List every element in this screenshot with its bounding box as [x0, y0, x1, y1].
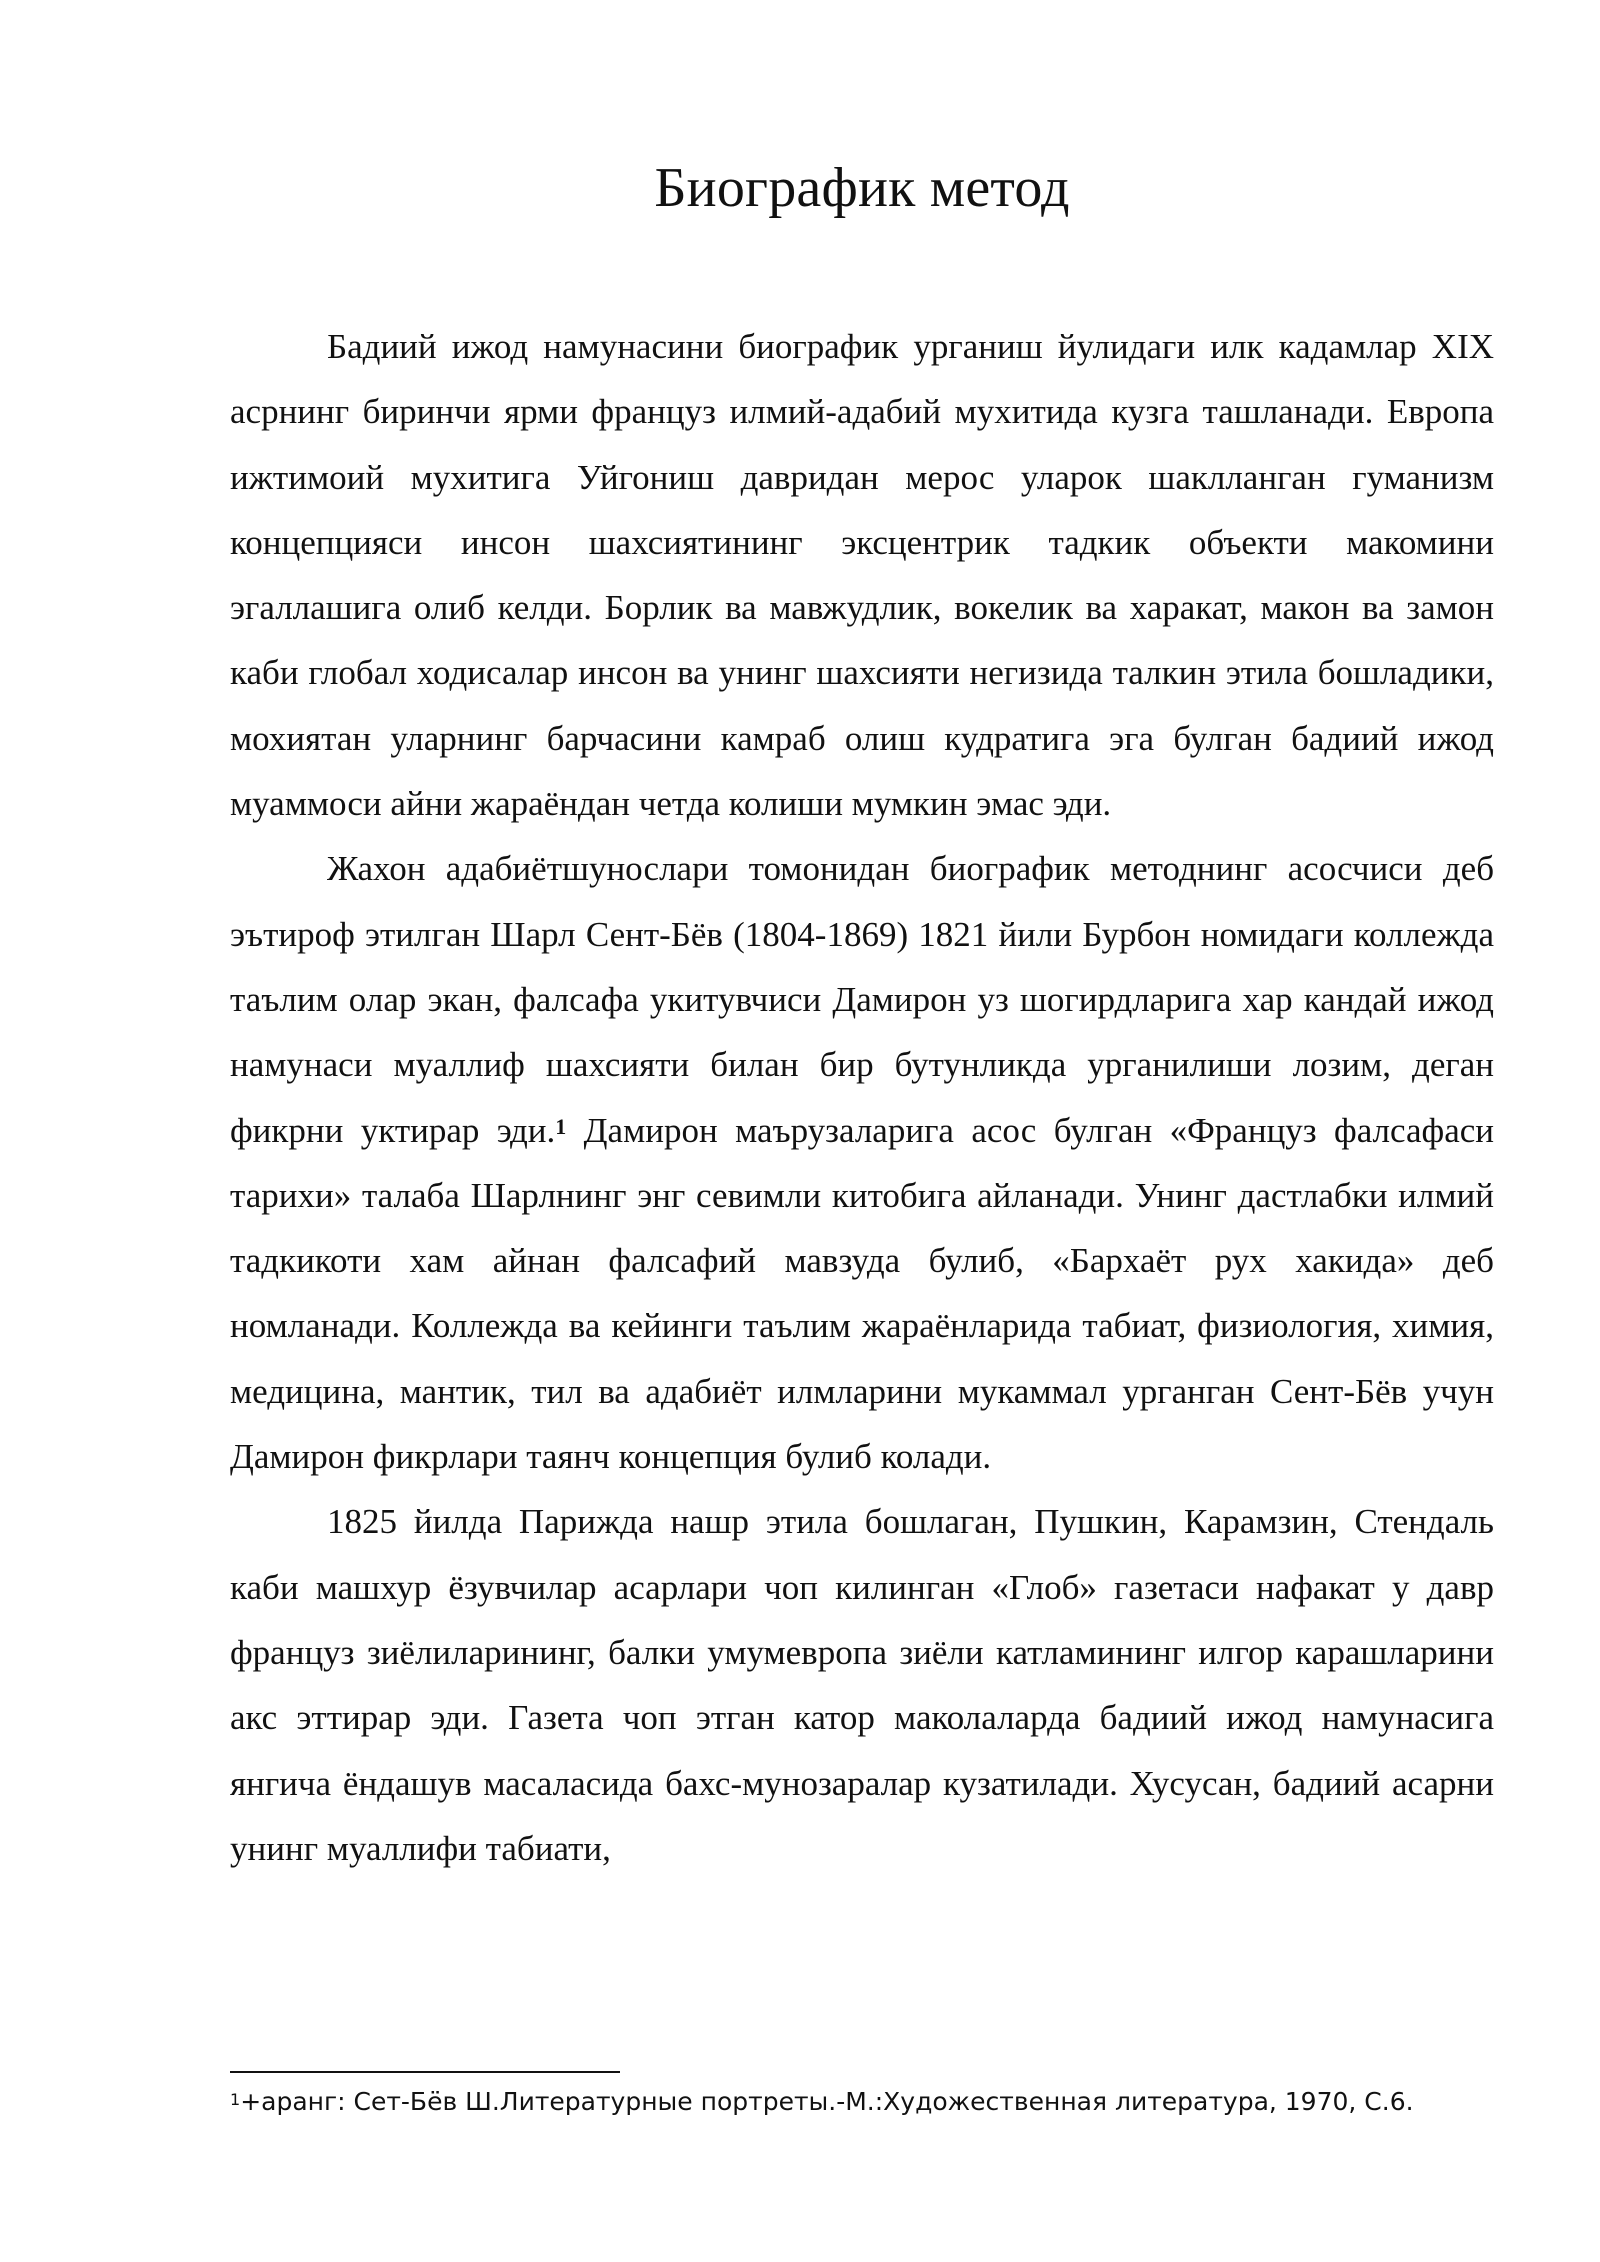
footnote-reference[interactable]: 1 — [555, 1113, 567, 1139]
paragraph-2-text-end: Дамирон маърузаларига асос булган «Француз фалсафаси тарихи» талаба Шарлнинг энг севимли китобига айланади. Унинг дастлабки илмий тадкикоти хам айнан фалсафий мавзуда булиб, «Бархаёт рух хакида» деб номланади. Коллежда ва кейинги таълим жараёнларида табиат, физиология, химия, медицина, мантик, тил ва адабиёт илмларини мукаммал урганган Сент-Бёв учун Дамирон фикрлари таянч концепция булиб колади. — [230, 1110, 1494, 1477]
page-title: Биографик метод — [654, 157, 1070, 219]
footnote-mark: 1 — [230, 2090, 241, 2109]
document-body — [230, 314, 1494, 1881]
paragraph-2 — [230, 836, 1494, 1489]
footnote — [230, 2084, 1494, 2120]
footnote-text: +аранг: Сет-Бёв Ш.Литературные портреты.-М.:Художественная литература, 1970, С.6. — [240, 2087, 1414, 2116]
paragraph-3: 1825 йилда Парижда нашр этила бошлаган, Пушкин, Карамзин, Стендаль каби машхур ёзувчилар асарлари чоп килинган «Глоб» газетаси нафакат у давр француз зиёлиларининг, балки умумевропа зиёли катламининг илгор карашларини акс эттирар эди. Газета чоп этган катор маколаларда бадиий ижод намунасига янгича ёндашув масаласида бахс-мунозаралар кузатилади. Хусусан, бадиий асарни унинг муаллифи табиати, — [230, 1502, 1494, 1868]
paragraph-1: Бадиий ижод намунасини биографик урганиш йулидаги илк кадамлар XIX асрнинг биринчи ярми француз илмий-адабий мухитида кузга ташланади. Европа ижтимоий мухитига Уйгониш давридан мерос уларок шаклланган гуманизм концепцияси инсон шахсиятининг эксцентрик тадкик объекти макомини эгаллашига олиб келди. Борлик ва мавжудлик, вокелик ва харакат, макон ва замон каби глобал ходисалар инсон ва унинг шахсияти негизида талкин этила бошладики, мохиятан уларнинг барчасини камраб олиш кудратига эга булган бадиий ижод муаммоси айни жараёндан четда колиши мумкин эмас эди. — [230, 327, 1494, 824]
footnote-separator — [230, 2071, 620, 2073]
paragraph-2-text-start: Жахон адабиётшунослари томонидан биографик методнинг асосчиси деб эътироф этилган Шарл Сент-Бёв (1804-1869) 1821 йили Бурбон номидаги коллежда таълим олар экан, фалсафа укитувчиси Дамирон уз шогирдларига хар кандай ижод намунаси муаллиф шахсияти билан бир бутунликда урганилиши лозим, деган фикрни уктирар эди. — [230, 849, 1494, 1150]
